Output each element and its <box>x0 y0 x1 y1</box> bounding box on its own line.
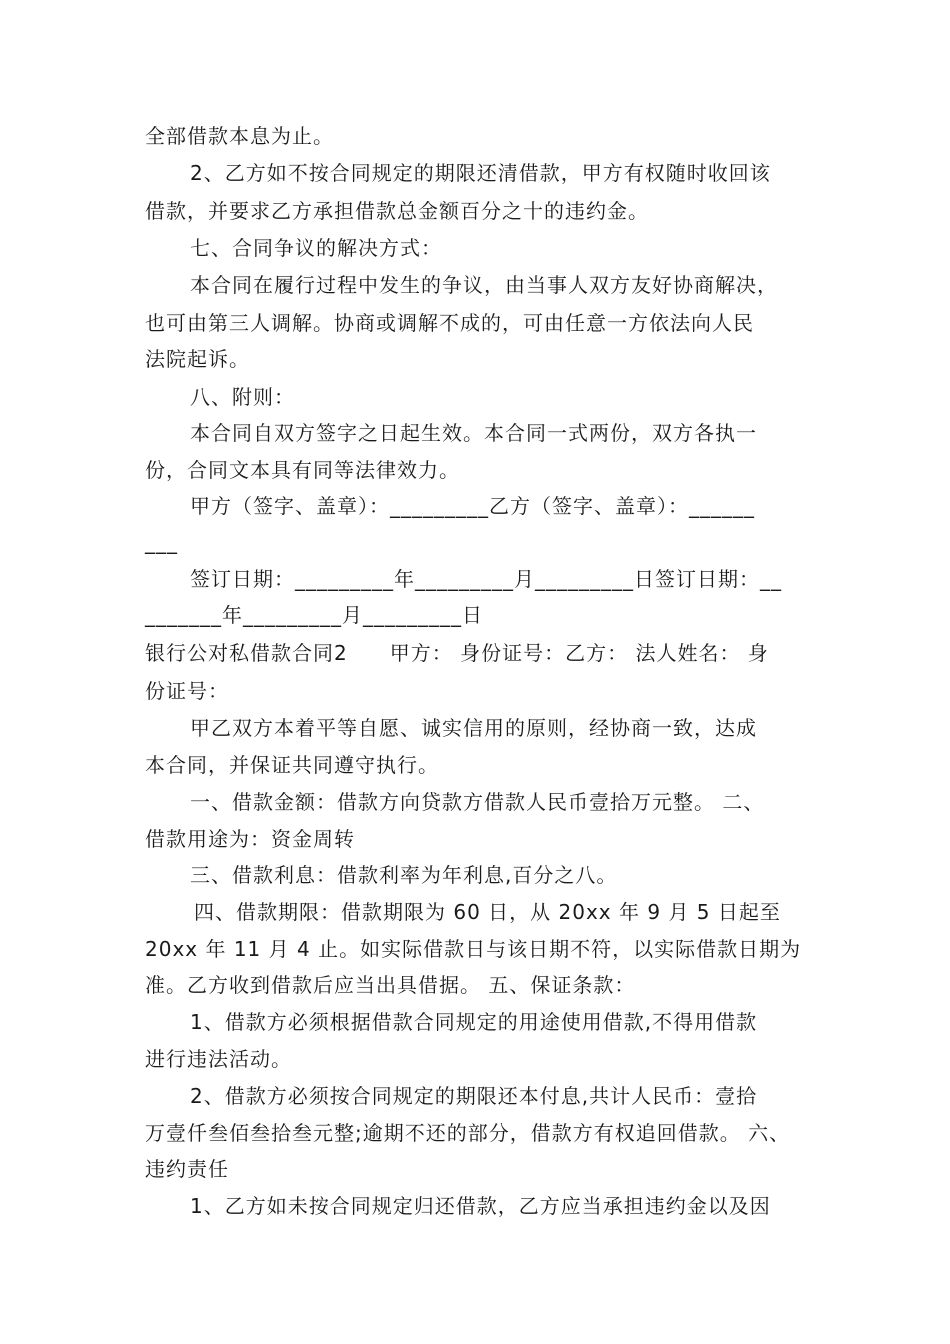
text-line: 八、附则： <box>190 385 295 409</box>
text-line: 20xx 年 11 月 4 止。如实际借款日与该日期不符，以实际借款日期为 <box>145 937 802 961</box>
text-line: 进行违法活动。 <box>145 1047 292 1071</box>
date-line: 签订日期：_________年_________月_________日签订日期：__ <box>190 567 782 591</box>
text-line: 违约责任 <box>145 1157 229 1181</box>
signature-line: ___ <box>145 530 178 554</box>
text-line: 1、借款方必须根据借款合同规定的用途使用借款,不得用借款 <box>190 1010 758 1034</box>
text-line: 三、借款利息：借款利率为年利息,百分之八。 <box>190 863 618 887</box>
date-line: _______年_________月_________日 <box>145 603 483 627</box>
text-line: 万壹仟叁佰叁拾叁元整;逾期不还的部分，借款方有权追回借款。 六、 <box>145 1121 791 1145</box>
text-line: 准。乙方收到借款后应当出具借据。 五、保证条款： <box>145 973 636 997</box>
text-line: 份证号： <box>145 679 229 703</box>
text-line: 2、乙方如不按合同规定的期限还清借款，甲方有权随时收回该 <box>190 161 771 185</box>
text-line: 本合同自双方签字之日起生效。本合同一式两份，双方各执一 <box>190 421 757 445</box>
signature-line: 甲方（签字、盖章）：_________乙方（签字、盖章）：______ <box>190 494 755 518</box>
text-line: 本合同在履行过程中发生的争议，由当事人双方友好协商解决， <box>190 273 778 297</box>
text-line: 一、借款金额：借款方向贷款方借款人民币壹拾万元整。 二、 <box>190 790 765 814</box>
text-line: 借款，并要求乙方承担借款总金额百分之十的违约金。 <box>145 199 649 223</box>
text-line: 七、合同争议的解决方式： <box>190 236 442 260</box>
text-line: 甲乙双方本着平等自愿、诚实信用的原则，经协商一致，达成 <box>190 716 757 740</box>
text-line: 1、乙方如未按合同规定归还借款，乙方应当承担违约金以及因 <box>190 1194 771 1218</box>
text-line: 份，合同文本具有同等法律效力。 <box>145 458 460 482</box>
text-line: 借款用途为：资金周转 <box>145 827 355 851</box>
text-line: 2、借款方必须按合同规定的期限还本付息,共计人民币：壹拾 <box>190 1084 758 1108</box>
text-line: 也可由第三人调解。协商或调解不成的，可由任意一方依法向人民 <box>145 311 754 335</box>
text-line: 全部借款本息为止。 <box>145 124 334 148</box>
text-line: 法院起诉。 <box>145 347 250 371</box>
text-line: 四、借款期限：借款期限为 60 日，从 20xx 年 9 月 5 日起至 <box>194 900 781 924</box>
text-line: 本合同，并保证共同遵守执行。 <box>145 753 439 777</box>
section-title: 银行公对私借款合同2 甲方： 身份证号：乙方： 法人姓名： 身 <box>145 641 769 665</box>
